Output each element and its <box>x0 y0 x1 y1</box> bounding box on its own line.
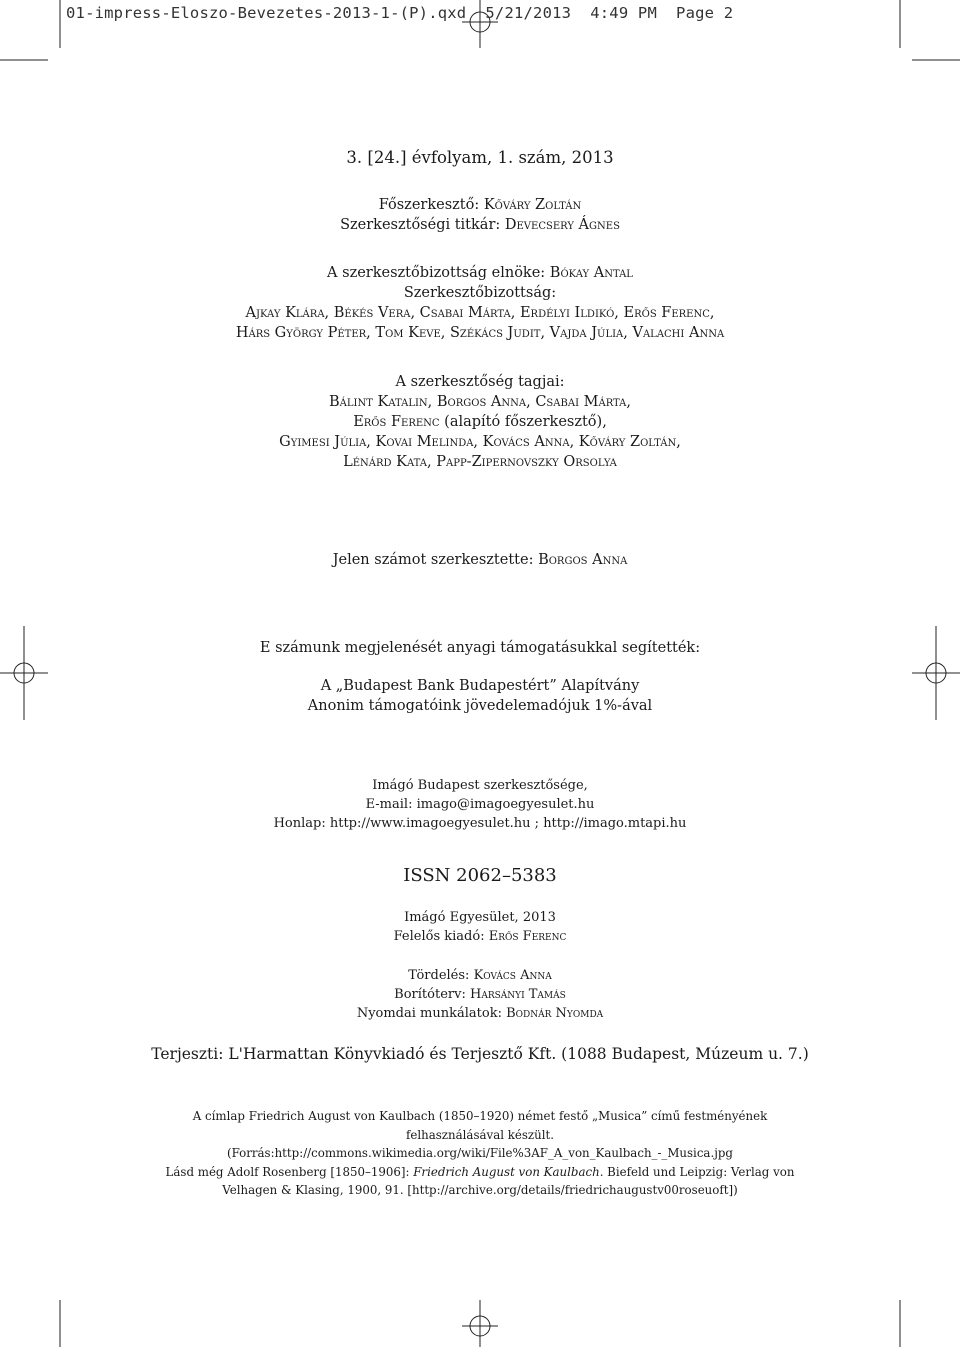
staff-line-1: Bálint Katalin, Borgos Anna, Csabai Márta, <box>328 394 632 410</box>
production-section <box>0 966 960 1023</box>
board-members-1: Ajkay Klára, Békés Vera, Csabai Márta, Erdélyi Ildikó, Erős Ferenc, <box>245 305 715 321</box>
board-heading: Szerkesztőbizottság: <box>403 285 557 301</box>
responsible-publisher: Felelős kiadó: Erős Ferenc <box>393 929 567 944</box>
staff-section <box>0 372 960 472</box>
support-line-1: A „Budapest Bank Budapestért” Alapítvány <box>320 678 640 694</box>
issue-text: 3. [24.] évfolyam, 1. szám, 2013 <box>346 148 614 167</box>
staff-line-4: Lénárd Kata, Papp-Zipernovszky Orsolya <box>343 454 617 470</box>
issue-editor: Jelen számot szerkesztette: Borgos Anna <box>332 552 628 568</box>
chief-editor: Főszerkesztő: Kőváry Zoltán <box>378 197 582 213</box>
board-section <box>0 263 960 343</box>
email-line: E-mail: imago@imagoegyesulet.hu <box>365 797 595 812</box>
copyright: Imágó Egyesület, 2013 <box>404 910 556 925</box>
issn-line <box>0 864 960 888</box>
staff-heading: A szerkesztőség tagjai: <box>395 374 565 390</box>
cover-note-5: Velhagen & Klasing, 1900, 91. [http://archive.org/details/friedrichaugustv00roseuoft]) <box>222 1183 738 1197</box>
staff-line-3: Gyimesi Júlia, Kovai Melinda, Kovács Anna, Kőváry Zoltán, <box>279 434 681 450</box>
distribution-line <box>0 1043 960 1065</box>
web-line: Honlap: http://www.imagoegyesulet.hu ; http://imago.mtapi.hu <box>273 816 687 831</box>
file-slug: 01-impress-Eloszo-Bevezetes-2013-1-(P).qxd 5/21/2013 4:49 PM Page 2 <box>66 4 734 22</box>
support-section <box>0 638 960 716</box>
cover-note <box>0 1107 960 1200</box>
support-heading: E számunk megjelenését anyagi támogatásukkal segítették: <box>259 640 701 656</box>
cover-note-1: A címlap Friedrich August von Kaulbach (1850–1920) német festő „Musica” című festményének <box>192 1109 768 1123</box>
support-line-2: Anonim támogatóink jövedelemadójuk 1%-ával <box>307 698 653 714</box>
cover-note-4: Lásd még Adolf Rosenberg [1850–1906]: Friedrich August von Kaulbach. Biefeld und Leipzig: Verlag von <box>165 1164 795 1179</box>
cover-note-3: (Forrás:http://commons.wikimedia.org/wiki/File%3AF_A_von_Kaulbach_-_Musica.jpg <box>227 1146 733 1160</box>
office-name: Imágó Budapest szerkesztősége, <box>372 778 588 793</box>
cover-note-2: felhasználásával készült. <box>405 1127 555 1142</box>
issue-line <box>0 147 960 169</box>
printing: Nyomdai munkálatok: Bodnár Nyomda <box>356 1006 604 1021</box>
cover-design: Borítóterv: Harsányi Tamás <box>394 987 566 1002</box>
editors-section <box>0 195 960 235</box>
board-members-2: Hárs György Péter, Tom Keve, Székács Judit, Vajda Júlia, Valachi Anna <box>235 325 725 341</box>
editorial-secretary: Szerkesztőségi titkár: Devecsery Ágnes <box>340 217 620 233</box>
contact-section <box>0 776 960 833</box>
issn: ISSN 2062–5383 <box>403 865 557 886</box>
typesetting: Tördelés: Kovács Anna <box>408 968 552 983</box>
distribution: Terjeszti: L'Harmattan Könyvkiadó és Terjesztő Kft. (1088 Budapest, Múzeum u. 7.) <box>151 1045 809 1063</box>
board-chair: A szerkesztőbizottság elnöke: Bókay Antal <box>327 265 633 281</box>
publisher-section <box>0 908 960 946</box>
staff-line-2: Erős Ferenc (alapító főszerkesztő), <box>353 414 607 430</box>
